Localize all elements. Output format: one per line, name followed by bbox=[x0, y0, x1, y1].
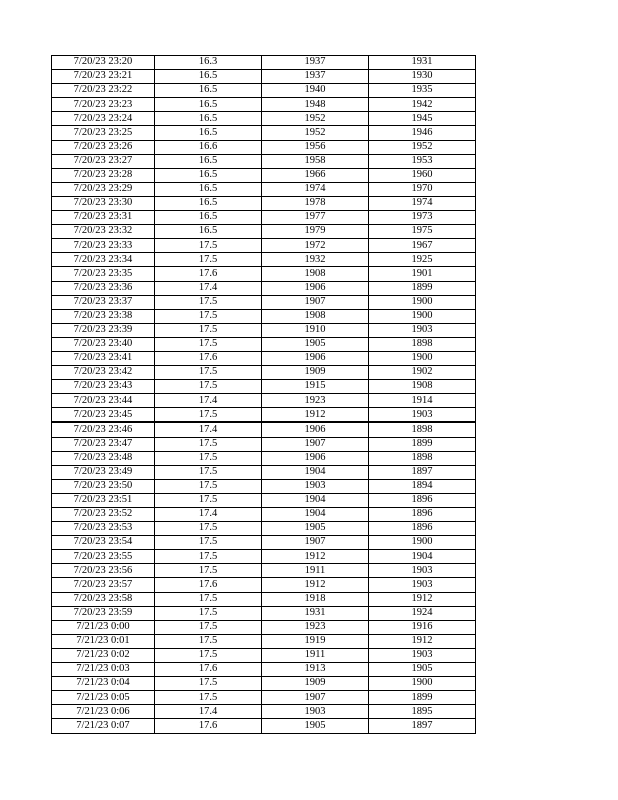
timestamp-cell: 7/20/23 23:29 bbox=[52, 182, 155, 196]
table-row bbox=[52, 154, 476, 168]
value-a-cell: 17.5 bbox=[155, 451, 262, 465]
value-b-cell: 1948 bbox=[262, 98, 369, 112]
value-c-cell: 1900 bbox=[369, 536, 476, 550]
value-c-cell: 1930 bbox=[369, 70, 476, 84]
value-a-cell: 17.5 bbox=[155, 309, 262, 323]
table-row bbox=[52, 98, 476, 112]
value-b-cell: 1932 bbox=[262, 253, 369, 267]
table-row bbox=[52, 182, 476, 196]
timestamp-cell: 7/21/23 0:05 bbox=[52, 691, 155, 705]
value-a-cell: 17.5 bbox=[155, 691, 262, 705]
value-b-cell: 1952 bbox=[262, 112, 369, 126]
timestamp-cell: 7/20/23 23:34 bbox=[52, 253, 155, 267]
timestamp-cell: 7/20/23 23:26 bbox=[52, 140, 155, 154]
table-row bbox=[52, 508, 476, 522]
value-c-cell: 1905 bbox=[369, 663, 476, 677]
timestamp-cell: 7/20/23 23:46 bbox=[52, 422, 155, 437]
value-c-cell: 1935 bbox=[369, 84, 476, 98]
value-b-cell: 1903 bbox=[262, 705, 369, 719]
value-b-cell: 1906 bbox=[262, 422, 369, 437]
timestamp-cell: 7/20/23 23:23 bbox=[52, 98, 155, 112]
table-row bbox=[52, 408, 476, 423]
value-c-cell: 1897 bbox=[369, 719, 476, 733]
value-c-cell: 1925 bbox=[369, 253, 476, 267]
timestamp-cell: 7/20/23 23:58 bbox=[52, 592, 155, 606]
value-c-cell: 1952 bbox=[369, 140, 476, 154]
table-row bbox=[52, 56, 476, 70]
timestamp-cell: 7/21/23 0:04 bbox=[52, 677, 155, 691]
timestamp-cell: 7/20/23 23:41 bbox=[52, 351, 155, 365]
value-a-cell: 16.5 bbox=[155, 225, 262, 239]
value-b-cell: 1906 bbox=[262, 351, 369, 365]
value-c-cell: 1924 bbox=[369, 606, 476, 620]
value-c-cell: 1896 bbox=[369, 522, 476, 536]
value-b-cell: 1918 bbox=[262, 592, 369, 606]
value-a-cell: 17.6 bbox=[155, 578, 262, 592]
table-row bbox=[52, 564, 476, 578]
value-c-cell: 1898 bbox=[369, 337, 476, 351]
timestamp-cell: 7/20/23 23:47 bbox=[52, 437, 155, 451]
value-b-cell: 1923 bbox=[262, 394, 369, 408]
timestamp-cell: 7/20/23 23:43 bbox=[52, 380, 155, 394]
timestamp-cell: 7/20/23 23:32 bbox=[52, 225, 155, 239]
table-body bbox=[52, 56, 476, 734]
value-b-cell: 1906 bbox=[262, 281, 369, 295]
value-c-cell: 1903 bbox=[369, 408, 476, 423]
value-c-cell: 1900 bbox=[369, 295, 476, 309]
timestamp-cell: 7/20/23 23:49 bbox=[52, 465, 155, 479]
value-a-cell: 17.5 bbox=[155, 564, 262, 578]
value-b-cell: 1966 bbox=[262, 168, 369, 182]
value-a-cell: 16.5 bbox=[155, 154, 262, 168]
value-c-cell: 1898 bbox=[369, 422, 476, 437]
timestamp-cell: 7/20/23 23:20 bbox=[52, 56, 155, 70]
value-b-cell: 1937 bbox=[262, 70, 369, 84]
value-b-cell: 1903 bbox=[262, 479, 369, 493]
table-row bbox=[52, 592, 476, 606]
value-b-cell: 1972 bbox=[262, 239, 369, 253]
value-c-cell: 1898 bbox=[369, 451, 476, 465]
value-a-cell: 16.5 bbox=[155, 112, 262, 126]
value-c-cell: 1894 bbox=[369, 479, 476, 493]
value-a-cell: 17.5 bbox=[155, 677, 262, 691]
value-b-cell: 1912 bbox=[262, 550, 369, 564]
timestamp-cell: 7/20/23 23:51 bbox=[52, 493, 155, 507]
table-row bbox=[52, 634, 476, 648]
table-row bbox=[52, 225, 476, 239]
value-c-cell: 1916 bbox=[369, 620, 476, 634]
data-table bbox=[51, 55, 476, 734]
value-a-cell: 17.5 bbox=[155, 239, 262, 253]
value-b-cell: 1906 bbox=[262, 451, 369, 465]
value-b-cell: 1908 bbox=[262, 309, 369, 323]
value-a-cell: 16.5 bbox=[155, 70, 262, 84]
value-b-cell: 1905 bbox=[262, 719, 369, 733]
value-a-cell: 16.5 bbox=[155, 84, 262, 98]
value-c-cell: 1899 bbox=[369, 281, 476, 295]
value-a-cell: 17.5 bbox=[155, 253, 262, 267]
value-b-cell: 1909 bbox=[262, 366, 369, 380]
value-a-cell: 17.5 bbox=[155, 380, 262, 394]
value-c-cell: 1899 bbox=[369, 691, 476, 705]
table-row bbox=[52, 479, 476, 493]
value-c-cell: 1953 bbox=[369, 154, 476, 168]
value-c-cell: 1903 bbox=[369, 578, 476, 592]
value-c-cell: 1900 bbox=[369, 351, 476, 365]
table-row bbox=[52, 351, 476, 365]
value-a-cell: 17.6 bbox=[155, 663, 262, 677]
timestamp-cell: 7/20/23 23:27 bbox=[52, 154, 155, 168]
value-a-cell: 17.4 bbox=[155, 281, 262, 295]
value-c-cell: 1908 bbox=[369, 380, 476, 394]
value-a-cell: 16.6 bbox=[155, 140, 262, 154]
value-c-cell: 1902 bbox=[369, 366, 476, 380]
value-a-cell: 17.5 bbox=[155, 465, 262, 479]
timestamp-cell: 7/20/23 23:44 bbox=[52, 394, 155, 408]
value-b-cell: 1952 bbox=[262, 126, 369, 140]
table-row bbox=[52, 267, 476, 281]
value-c-cell: 1904 bbox=[369, 550, 476, 564]
timestamp-cell: 7/20/23 23:57 bbox=[52, 578, 155, 592]
table-row bbox=[52, 606, 476, 620]
value-b-cell: 1911 bbox=[262, 648, 369, 662]
timestamp-cell: 7/21/23 0:01 bbox=[52, 634, 155, 648]
value-a-cell: 17.5 bbox=[155, 634, 262, 648]
table-row bbox=[52, 84, 476, 98]
value-a-cell: 17.5 bbox=[155, 536, 262, 550]
table-row bbox=[52, 522, 476, 536]
value-c-cell: 1899 bbox=[369, 437, 476, 451]
value-b-cell: 1907 bbox=[262, 536, 369, 550]
value-a-cell: 17.4 bbox=[155, 508, 262, 522]
value-b-cell: 1904 bbox=[262, 508, 369, 522]
table-row bbox=[52, 437, 476, 451]
timestamp-cell: 7/20/23 23:36 bbox=[52, 281, 155, 295]
timestamp-cell: 7/20/23 23:24 bbox=[52, 112, 155, 126]
value-b-cell: 1910 bbox=[262, 323, 369, 337]
value-c-cell: 1914 bbox=[369, 394, 476, 408]
table-row bbox=[52, 648, 476, 662]
value-b-cell: 1907 bbox=[262, 437, 369, 451]
table-row bbox=[52, 691, 476, 705]
value-a-cell: 17.4 bbox=[155, 705, 262, 719]
value-a-cell: 17.5 bbox=[155, 366, 262, 380]
timestamp-cell: 7/20/23 23:53 bbox=[52, 522, 155, 536]
table-row bbox=[52, 663, 476, 677]
value-a-cell: 17.5 bbox=[155, 295, 262, 309]
timestamp-cell: 7/20/23 23:54 bbox=[52, 536, 155, 550]
value-b-cell: 1974 bbox=[262, 182, 369, 196]
timestamp-cell: 7/20/23 23:35 bbox=[52, 267, 155, 281]
value-a-cell: 17.6 bbox=[155, 267, 262, 281]
value-a-cell: 17.5 bbox=[155, 437, 262, 451]
value-b-cell: 1977 bbox=[262, 211, 369, 225]
table-row bbox=[52, 465, 476, 479]
table-row bbox=[52, 140, 476, 154]
value-c-cell: 1912 bbox=[369, 592, 476, 606]
table-row bbox=[52, 126, 476, 140]
value-c-cell: 1903 bbox=[369, 323, 476, 337]
value-c-cell: 1903 bbox=[369, 648, 476, 662]
value-a-cell: 17.4 bbox=[155, 394, 262, 408]
value-a-cell: 17.5 bbox=[155, 522, 262, 536]
table-row bbox=[52, 366, 476, 380]
value-b-cell: 1915 bbox=[262, 380, 369, 394]
value-b-cell: 1911 bbox=[262, 564, 369, 578]
value-b-cell: 1979 bbox=[262, 225, 369, 239]
value-b-cell: 1907 bbox=[262, 691, 369, 705]
table-row bbox=[52, 70, 476, 84]
value-c-cell: 1895 bbox=[369, 705, 476, 719]
value-c-cell: 1970 bbox=[369, 182, 476, 196]
timestamp-cell: 7/20/23 23:25 bbox=[52, 126, 155, 140]
value-b-cell: 1940 bbox=[262, 84, 369, 98]
timestamp-cell: 7/21/23 0:00 bbox=[52, 620, 155, 634]
value-a-cell: 17.5 bbox=[155, 592, 262, 606]
table-row bbox=[52, 677, 476, 691]
value-c-cell: 1975 bbox=[369, 225, 476, 239]
value-c-cell: 1901 bbox=[369, 267, 476, 281]
table-row bbox=[52, 253, 476, 267]
value-a-cell: 17.4 bbox=[155, 422, 262, 437]
table-row bbox=[52, 536, 476, 550]
value-a-cell: 17.5 bbox=[155, 550, 262, 564]
table-row bbox=[52, 451, 476, 465]
value-c-cell: 1903 bbox=[369, 564, 476, 578]
table-row bbox=[52, 196, 476, 210]
value-a-cell: 17.5 bbox=[155, 337, 262, 351]
timestamp-cell: 7/20/23 23:21 bbox=[52, 70, 155, 84]
timestamp-cell: 7/20/23 23:22 bbox=[52, 84, 155, 98]
value-c-cell: 1896 bbox=[369, 508, 476, 522]
value-b-cell: 1912 bbox=[262, 408, 369, 423]
timestamp-cell: 7/21/23 0:03 bbox=[52, 663, 155, 677]
value-c-cell: 1912 bbox=[369, 634, 476, 648]
value-a-cell: 17.5 bbox=[155, 493, 262, 507]
value-b-cell: 1956 bbox=[262, 140, 369, 154]
value-c-cell: 1973 bbox=[369, 211, 476, 225]
timestamp-cell: 7/20/23 23:31 bbox=[52, 211, 155, 225]
timestamp-cell: 7/20/23 23:42 bbox=[52, 366, 155, 380]
value-b-cell: 1978 bbox=[262, 196, 369, 210]
value-b-cell: 1904 bbox=[262, 465, 369, 479]
value-c-cell: 1946 bbox=[369, 126, 476, 140]
value-a-cell: 16.5 bbox=[155, 196, 262, 210]
value-b-cell: 1923 bbox=[262, 620, 369, 634]
value-c-cell: 1967 bbox=[369, 239, 476, 253]
value-b-cell: 1931 bbox=[262, 606, 369, 620]
value-b-cell: 1904 bbox=[262, 493, 369, 507]
value-a-cell: 16.5 bbox=[155, 182, 262, 196]
timestamp-cell: 7/20/23 23:55 bbox=[52, 550, 155, 564]
timestamp-cell: 7/21/23 0:07 bbox=[52, 719, 155, 733]
value-a-cell: 17.6 bbox=[155, 719, 262, 733]
table-row bbox=[52, 380, 476, 394]
table-row bbox=[52, 281, 476, 295]
value-b-cell: 1958 bbox=[262, 154, 369, 168]
value-a-cell: 17.5 bbox=[155, 408, 262, 423]
table-row bbox=[52, 705, 476, 719]
timestamp-cell: 7/20/23 23:52 bbox=[52, 508, 155, 522]
timestamp-cell: 7/20/23 23:50 bbox=[52, 479, 155, 493]
value-b-cell: 1913 bbox=[262, 663, 369, 677]
value-a-cell: 17.5 bbox=[155, 648, 262, 662]
table-row bbox=[52, 719, 476, 733]
value-b-cell: 1908 bbox=[262, 267, 369, 281]
table-row bbox=[52, 394, 476, 408]
timestamp-cell: 7/20/23 23:28 bbox=[52, 168, 155, 182]
value-a-cell: 17.5 bbox=[155, 606, 262, 620]
table-row bbox=[52, 620, 476, 634]
value-a-cell: 17.5 bbox=[155, 323, 262, 337]
table-row bbox=[52, 323, 476, 337]
value-c-cell: 1900 bbox=[369, 677, 476, 691]
value-b-cell: 1909 bbox=[262, 677, 369, 691]
value-a-cell: 16.5 bbox=[155, 168, 262, 182]
timestamp-cell: 7/21/23 0:06 bbox=[52, 705, 155, 719]
value-a-cell: 16.3 bbox=[155, 56, 262, 70]
table-row bbox=[52, 550, 476, 564]
value-a-cell: 16.5 bbox=[155, 98, 262, 112]
table-row bbox=[52, 422, 476, 437]
timestamp-cell: 7/20/23 23:40 bbox=[52, 337, 155, 351]
table-row bbox=[52, 295, 476, 309]
value-c-cell: 1896 bbox=[369, 493, 476, 507]
table-row bbox=[52, 112, 476, 126]
value-b-cell: 1907 bbox=[262, 295, 369, 309]
timestamp-cell: 7/21/23 0:02 bbox=[52, 648, 155, 662]
value-c-cell: 1900 bbox=[369, 309, 476, 323]
value-c-cell: 1942 bbox=[369, 98, 476, 112]
value-c-cell: 1931 bbox=[369, 56, 476, 70]
value-b-cell: 1937 bbox=[262, 56, 369, 70]
value-a-cell: 17.6 bbox=[155, 351, 262, 365]
timestamp-cell: 7/20/23 23:37 bbox=[52, 295, 155, 309]
timestamp-cell: 7/20/23 23:30 bbox=[52, 196, 155, 210]
value-c-cell: 1945 bbox=[369, 112, 476, 126]
value-b-cell: 1905 bbox=[262, 522, 369, 536]
timestamp-cell: 7/20/23 23:39 bbox=[52, 323, 155, 337]
table-row bbox=[52, 578, 476, 592]
timestamp-cell: 7/20/23 23:56 bbox=[52, 564, 155, 578]
table-row bbox=[52, 239, 476, 253]
value-a-cell: 17.5 bbox=[155, 620, 262, 634]
value-b-cell: 1905 bbox=[262, 337, 369, 351]
timestamp-cell: 7/20/23 23:45 bbox=[52, 408, 155, 423]
value-c-cell: 1974 bbox=[369, 196, 476, 210]
timestamp-cell: 7/20/23 23:38 bbox=[52, 309, 155, 323]
value-a-cell: 16.5 bbox=[155, 211, 262, 225]
table-row bbox=[52, 211, 476, 225]
timestamp-cell: 7/20/23 23:48 bbox=[52, 451, 155, 465]
timestamp-cell: 7/20/23 23:33 bbox=[52, 239, 155, 253]
table-row bbox=[52, 337, 476, 351]
value-b-cell: 1912 bbox=[262, 578, 369, 592]
value-a-cell: 17.5 bbox=[155, 479, 262, 493]
value-a-cell: 16.5 bbox=[155, 126, 262, 140]
value-c-cell: 1897 bbox=[369, 465, 476, 479]
table-row bbox=[52, 309, 476, 323]
value-c-cell: 1960 bbox=[369, 168, 476, 182]
table-row bbox=[52, 168, 476, 182]
timestamp-cell: 7/20/23 23:59 bbox=[52, 606, 155, 620]
table-row bbox=[52, 493, 476, 507]
value-b-cell: 1919 bbox=[262, 634, 369, 648]
